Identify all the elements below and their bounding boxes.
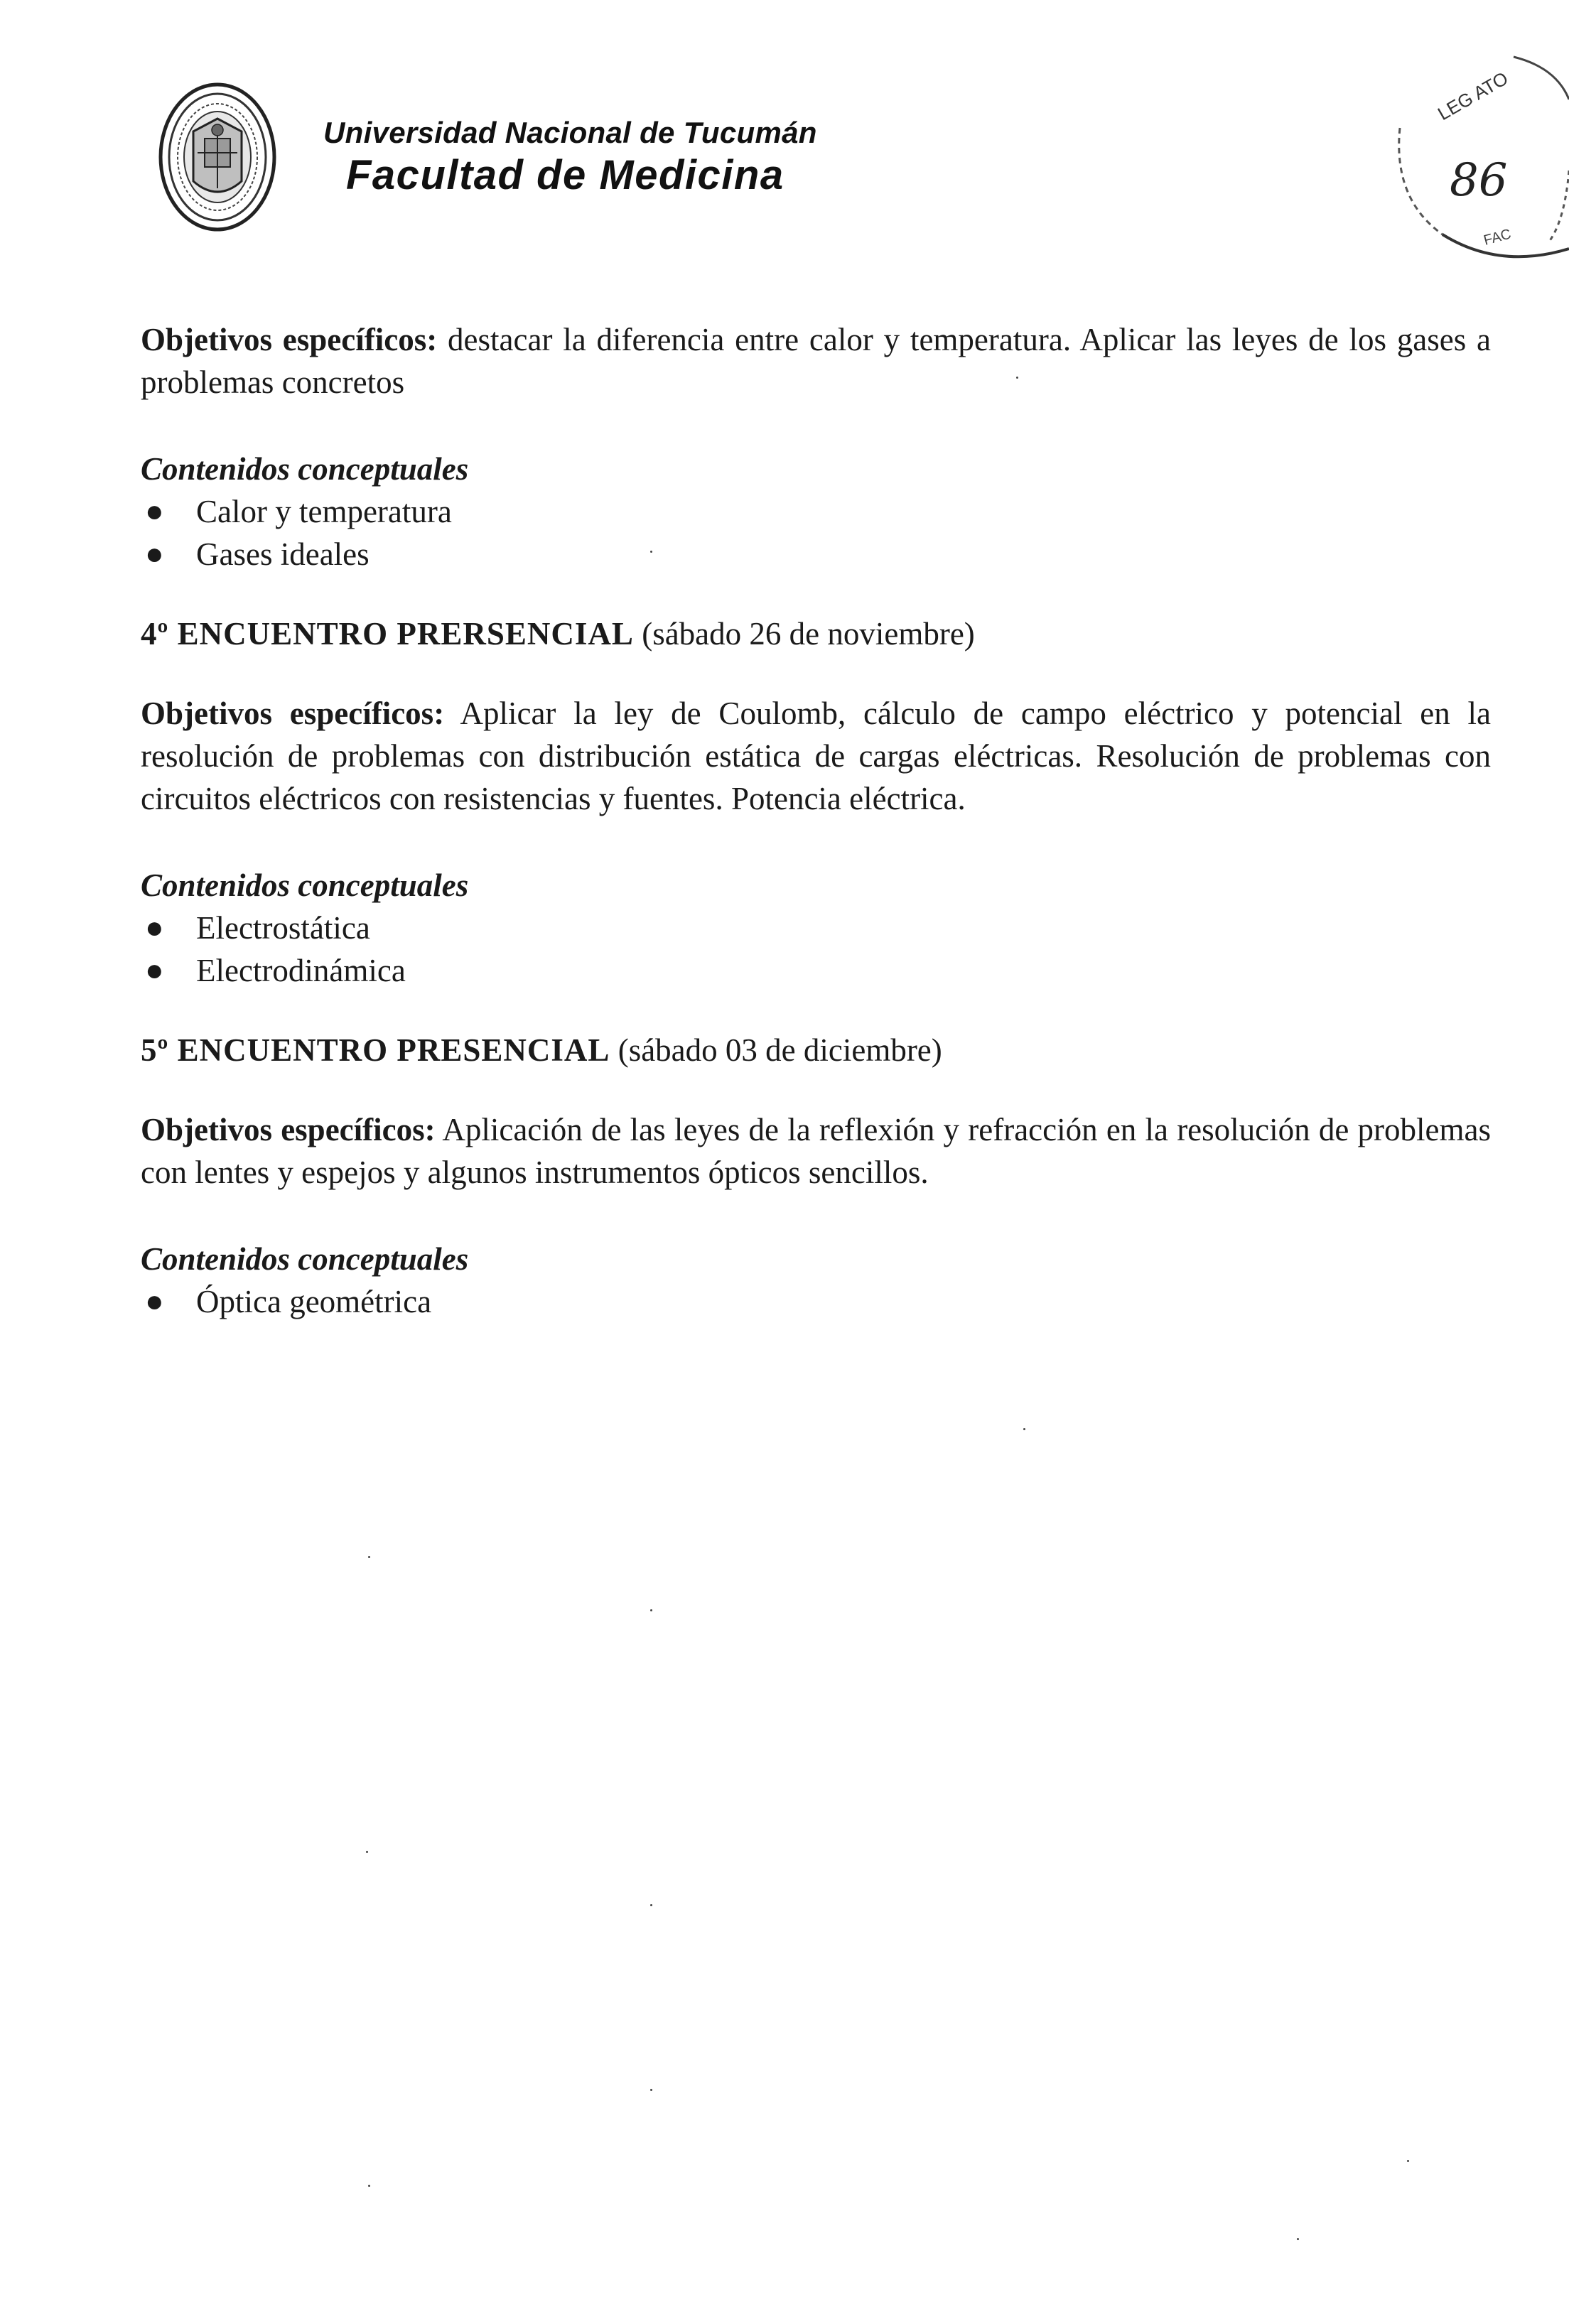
header xyxy=(323,115,817,200)
stamp-text-bottom: FAC xyxy=(1482,226,1513,249)
scan-speck xyxy=(1016,377,1018,379)
document-body xyxy=(141,318,1491,1323)
objectives-text: Aplicar la ley de Coulomb, cálculo de campo eléctrico y potencial en la resolución de problemas con distribución estática de cargas eléctricas. Resolución de problemas con circuitos eléctricos con resistencias y fuentes. Potencia eléctrica. xyxy=(141,696,1491,816)
scan-speck xyxy=(368,1556,370,1558)
bullet-icon: ● xyxy=(145,536,164,571)
list-item: ● Gases ideales xyxy=(141,533,1491,575)
scan-speck xyxy=(1023,1428,1025,1430)
scan-speck xyxy=(650,551,652,553)
encounter-5-objectives xyxy=(141,1108,1491,1194)
objectives-text: Aplicación de las leyes de la reflexión y refracción en la resolución de problemas con lentes y espejos y algunos instrumentos ópticos sencillos. xyxy=(141,1112,1491,1190)
list-item: ● Electrodinámica xyxy=(141,949,1491,992)
scan-speck xyxy=(1297,2238,1299,2240)
encounter-title: 4º ENCUENTRO PRERSENCIAL xyxy=(141,616,634,652)
university-seal-icon xyxy=(158,82,277,232)
scan-speck xyxy=(366,1851,368,1853)
encounter-4-contents-list xyxy=(141,907,1491,992)
scan-speck xyxy=(650,1904,652,1906)
objectives-label: Objetivos específicos: xyxy=(141,696,445,731)
bullet-icon: ● xyxy=(145,1284,164,1319)
university-name: Universidad Nacional de Tucumán xyxy=(323,116,817,149)
contents-heading: Contenidos conceptuales xyxy=(141,868,469,903)
encounter-5-contents-list xyxy=(141,1280,1491,1323)
contents-heading: Contenidos conceptuales xyxy=(141,1241,469,1277)
list-item: ● Óptica geométrica xyxy=(141,1280,1491,1323)
scan-speck xyxy=(650,2089,652,2091)
scan-speck xyxy=(650,1609,652,1611)
stamp-text-top: LEG ATO xyxy=(1434,67,1512,125)
intro-contents-list xyxy=(141,490,1491,575)
folio-stamp-icon xyxy=(1379,43,1569,270)
list-item: ● Electrostática xyxy=(141,907,1491,949)
encounter-date: (sábado 03 de diciembre) xyxy=(610,1032,942,1068)
encounter-date: (sábado 26 de noviembre) xyxy=(633,616,975,652)
scan-speck xyxy=(1407,2160,1409,2162)
encounter-5-heading xyxy=(141,1029,1491,1071)
encounter-title: 5º ENCUENTRO PRESENCIAL xyxy=(141,1032,610,1068)
list-item: ● Calor y temperatura xyxy=(141,490,1491,533)
encounter-4-heading xyxy=(141,612,1491,655)
bullet-icon: ● xyxy=(145,953,164,988)
objectives-label: Objetivos específicos: xyxy=(141,322,438,357)
stamp-number: 86 xyxy=(1450,154,1508,207)
objectives-label: Objetivos específicos: xyxy=(141,1112,436,1147)
scan-speck xyxy=(368,2185,370,2187)
encounter-4-objectives xyxy=(141,692,1491,820)
faculty-name: Facultad de Medicina xyxy=(346,152,784,198)
objectives-text: destacar la diferencia entre calor y temperatura. Aplicar las leyes de los gases a problemas concretos xyxy=(141,322,1492,400)
intro-objectives xyxy=(141,318,1491,404)
contents-heading: Contenidos conceptuales xyxy=(141,451,469,487)
bullet-icon: ● xyxy=(145,910,164,945)
bullet-icon: ● xyxy=(145,494,164,529)
